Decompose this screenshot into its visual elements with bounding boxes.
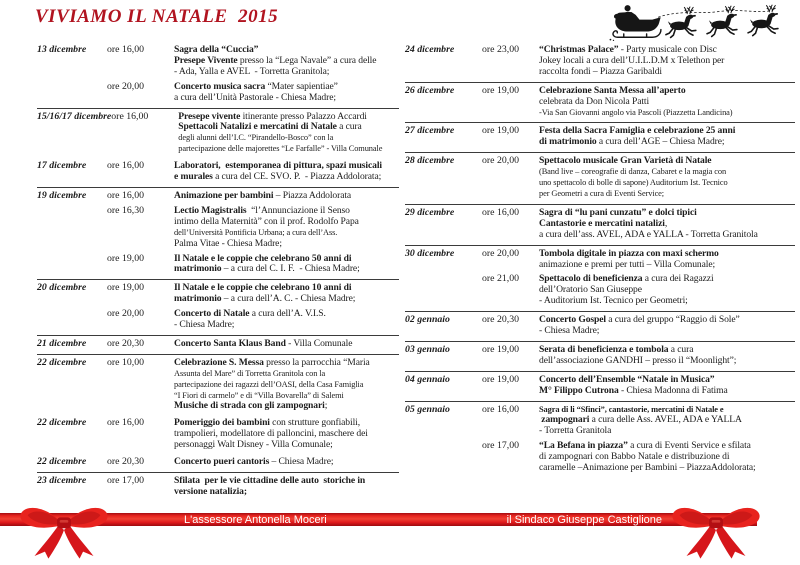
event-description: Laboratori, estemporanea di pittura, spazi musicali e murales a cura del CE. SVO. P. - Piazza Addolorata;: [174, 160, 382, 183]
event-time: ore 16,00: [482, 403, 520, 415]
event-date: 21 dicembre: [37, 337, 87, 349]
event-row: [37, 161, 399, 183]
event-time: ore 20,00: [107, 308, 145, 320]
events-column-left: [37, 45, 399, 502]
event-description: Tombola digitale in piazza con maxi schermo animazione e premi per tutti – Villa Comunale;: [539, 247, 719, 270]
event-time: ore 19,00: [107, 282, 145, 294]
event-description: Pomeriggio dei bambini con strutture gonfiabili, trampolieri, modellatore di palloncini, maschere dei personaggi Walt Disney - Villa Comunale;: [174, 417, 368, 451]
event-date: 05 gennaio: [405, 403, 450, 415]
event-date: 03 gennaio: [405, 343, 450, 355]
event-time: ore 19,00: [107, 252, 145, 264]
event-time: ore 23,00: [482, 44, 520, 55]
event-date: 04 gennaio: [405, 373, 450, 385]
event-time: ore 10,00: [107, 356, 145, 368]
event-row: [405, 345, 795, 367]
event-time: ore 19,00: [482, 343, 520, 355]
group-divider: [405, 152, 795, 153]
event-date: 22 dicembre: [37, 356, 87, 368]
event-time: ore 21,00: [482, 273, 520, 285]
event-time: ore 17,00: [482, 440, 520, 452]
event-row: [405, 315, 795, 337]
event-row: [405, 45, 795, 78]
event-time: ore 20,00: [482, 247, 520, 259]
event-description: Concerto Gospel a cura del gruppo “Raggio di Sole” - Chiesa Madre;: [539, 314, 740, 337]
event-time: ore 20,30: [107, 337, 145, 349]
event-time: ore 20,30: [107, 456, 145, 468]
ribbon-bow-left-icon: [12, 498, 116, 562]
event-time: ore 20,30: [482, 314, 520, 326]
group-divider: [405, 245, 795, 246]
event-time: ore 16,00: [482, 206, 520, 218]
event-time: ore 16,00: [111, 110, 149, 122]
event-time: ore 19,00: [482, 84, 520, 96]
event-row: [37, 457, 399, 468]
event-row: [37, 206, 399, 250]
event-date: 19 dicembre: [37, 189, 87, 201]
event-description: Il Natale e le coppie che celebrano 10 anni di matrimonio – a cura dell’A. C. - Chiesa Madre;: [174, 282, 356, 305]
group-divider: [37, 354, 399, 355]
group-divider: [37, 187, 399, 188]
event-description: Sagra della “Cuccia” Presepe Vivente presso la “Lega Navale” a cura delle - Ada, Yalla e AVEL - Torretta Granitola;: [174, 44, 377, 77]
event-time: ore 17,00: [107, 475, 145, 486]
event-row: [405, 86, 795, 119]
event-time: ore 19,00: [482, 373, 520, 385]
event-row: [37, 339, 399, 350]
reindeer-shape: [666, 7, 696, 38]
group-divider: [37, 108, 399, 109]
event-date: 27 dicembre: [405, 125, 455, 137]
page-title: VIVIAMO IL NATALE 2015: [35, 6, 279, 27]
event-date: 17 dicembre: [37, 160, 87, 172]
group-divider: [405, 341, 795, 342]
event-row: [37, 358, 399, 413]
group-divider: [405, 82, 795, 83]
event-description: Spettacolo di beneficienza a cura dei Ragazzi dell’Oratorio San Giuseppe - Auditorium Ist. Tecnico per Geometri;: [539, 273, 714, 307]
event-date: 13 dicembre: [37, 44, 87, 55]
event-description: “Christmas Palace” - Party musicale con Disc Jokey locali a cura dell’U.I.L.D.M x Telethon per raccolta fondi – Piazza Garibaldi: [539, 44, 725, 77]
event-row: [37, 45, 399, 78]
event-description: Serata di beneficienza e tombola a cura dell’associazione GANDHI – presso il “Moonlight”;: [539, 343, 737, 366]
event-time: ore 20,00: [482, 155, 520, 167]
event-description: Concerto dell’Ensemble “Natale in Musica” M° Filippo Cutrona - Chiesa Madonna di Fatima: [539, 373, 728, 396]
event-description: Lectio Magistralis “l’Annunciazione il Senso intimo della Maternità” con il prof. Rodolfo Papa dell’Università Pontificia Urbana; a cura dell’Ass. Palma Vitae - Chiesa Madre;: [174, 204, 359, 249]
event-row: [37, 418, 399, 451]
event-row: [37, 191, 399, 202]
event-row: [405, 441, 795, 474]
event-row: [37, 476, 399, 498]
santa-sleigh-reindeer-icon: [606, 2, 792, 42]
event-description: Sagra di “lu pani cunzatu” e dolci tipici Cantastorie e mercatini natalizi, a cura dell’ass. AVEL, ADA e YALLA - Torretta Granitola: [539, 206, 758, 240]
event-date: 15/16/17 dicembre: [37, 110, 112, 122]
group-divider: [37, 472, 399, 473]
event-date: 26 dicembre: [405, 84, 455, 96]
event-description: Animazione per bambini – Piazza Addolorata: [174, 189, 352, 201]
event-description: Concerto musica sacra “Mater sapientiae” a cura dell’Unità Pastorale - Chiesa Madre;: [174, 80, 338, 103]
event-date: 02 gennaio: [405, 314, 450, 326]
event-time: ore 16,30: [107, 204, 145, 216]
event-time: ore 16,00: [107, 44, 145, 55]
event-date: 28 dicembre: [405, 155, 455, 167]
event-date: 22 dicembre: [37, 417, 87, 429]
event-row: [405, 249, 795, 271]
group-divider: [405, 401, 795, 402]
event-description: Concerto pueri cantoris – Chiesa Madre;: [174, 456, 334, 468]
event-row: [405, 375, 795, 397]
events-column-right: [405, 45, 795, 478]
group-divider: [37, 335, 399, 336]
group-divider: [37, 279, 399, 280]
event-description: Festa della Sacra Famiglia e celebrazione 25 anni di matrimonio a cura dell’AGE – Chiesa Madre;: [539, 125, 736, 148]
event-time: ore 19,00: [482, 125, 520, 137]
event-time: ore 16,00: [107, 417, 145, 429]
event-time: ore 20,00: [107, 80, 145, 92]
event-description: Celebrazione Santa Messa all’aperto celebrata da Don Nicola Patti -Via San Giovanni angolo via Pascoli (Piazzetta Landicina): [539, 84, 733, 117]
event-description: Concerto di Natale a cura dell’A. V.I.S. - Chiesa Madre;: [174, 308, 326, 331]
event-date: 22 dicembre: [37, 456, 87, 468]
event-date: 29 dicembre: [405, 206, 455, 218]
event-description: Il Natale e le coppie che celebrano 50 anni di matrimonio – a cura del C. I. F. - Chiesa Madre;: [174, 252, 360, 275]
event-row: [37, 309, 399, 331]
event-description: Sagra di li “Sfinci”, cantastorie, mercatini di Natale e zampognari a cura delle Ass. AVEL, ADA e YALLA - Torretta Granitola: [539, 404, 742, 437]
event-description: Sfilata per le vie cittadine delle auto storiche in versione natalizia;: [174, 475, 366, 497]
event-row: [405, 208, 795, 241]
group-divider: [405, 371, 795, 372]
group-divider: [405, 204, 795, 205]
event-row: [405, 274, 795, 307]
event-row: [37, 82, 399, 104]
ribbon-bow-right-icon: [664, 498, 768, 562]
event-row: [37, 283, 399, 305]
event-row: [405, 156, 795, 200]
reins-line: [658, 11, 772, 18]
event-row: [405, 126, 795, 148]
event-row: [37, 112, 399, 156]
footer-left-label: L'assessore Antonella Moceri: [184, 513, 327, 526]
group-divider: [405, 311, 795, 312]
santa-sleigh-shape: [610, 5, 661, 41]
event-time: ore 16,00: [107, 160, 145, 172]
event-description: Presepe vivente itinerante presso Palazzo Accardi Spettacoli Natalizi e mercatini di Natale a cura degli alunni dell’I.C. “Pirandello-Bosco” con la partecipazione delle majorettes “Le Farfalle” - Villa Comunale: [178, 110, 383, 154]
event-description: Spettacolo musicale Gran Varietà di Natale (Band live – coreografie di danza, Cabaret e la magia con uno spettacolo di bolle di sapone) Auditorium Ist. Tecnico per Geometri a cura di Eventi Service;: [539, 155, 728, 198]
event-date: 20 dicembre: [37, 282, 87, 294]
event-description: Celebrazione S. Messa presso la parrocchia “Maria Assunta del Mare” di Torretta Granitola con la partecipazione dei ragazzi dell’OASI, della Casa Famiglia “I Fiori di carmelo” e di “Villa Bovarella” di Salemi Musiche di strada con gli zampognari;: [174, 356, 370, 412]
reindeer-shape: [707, 6, 737, 37]
footer-right-label: il Sindaco Giuseppe Castiglione: [506, 513, 662, 526]
event-date: 23 dicembre: [37, 475, 87, 486]
event-description: “La Befana in piazza” a cura di Eventi Service e sfilata di zampognari con Babbo Natale e distribuzione di caramelle –Animazione per Bambini – PiazzaAddolorata;: [539, 440, 756, 474]
group-divider: [405, 122, 795, 123]
event-date: 24 dicembre: [405, 44, 455, 55]
event-row: [37, 254, 399, 276]
event-time: ore 16,00: [107, 189, 145, 201]
reindeer-shape: [748, 5, 778, 36]
event-row: [405, 405, 795, 438]
event-date: 30 dicembre: [405, 247, 455, 259]
event-description: Concerto Santa Klaus Band - Villa Comunale: [174, 337, 353, 349]
